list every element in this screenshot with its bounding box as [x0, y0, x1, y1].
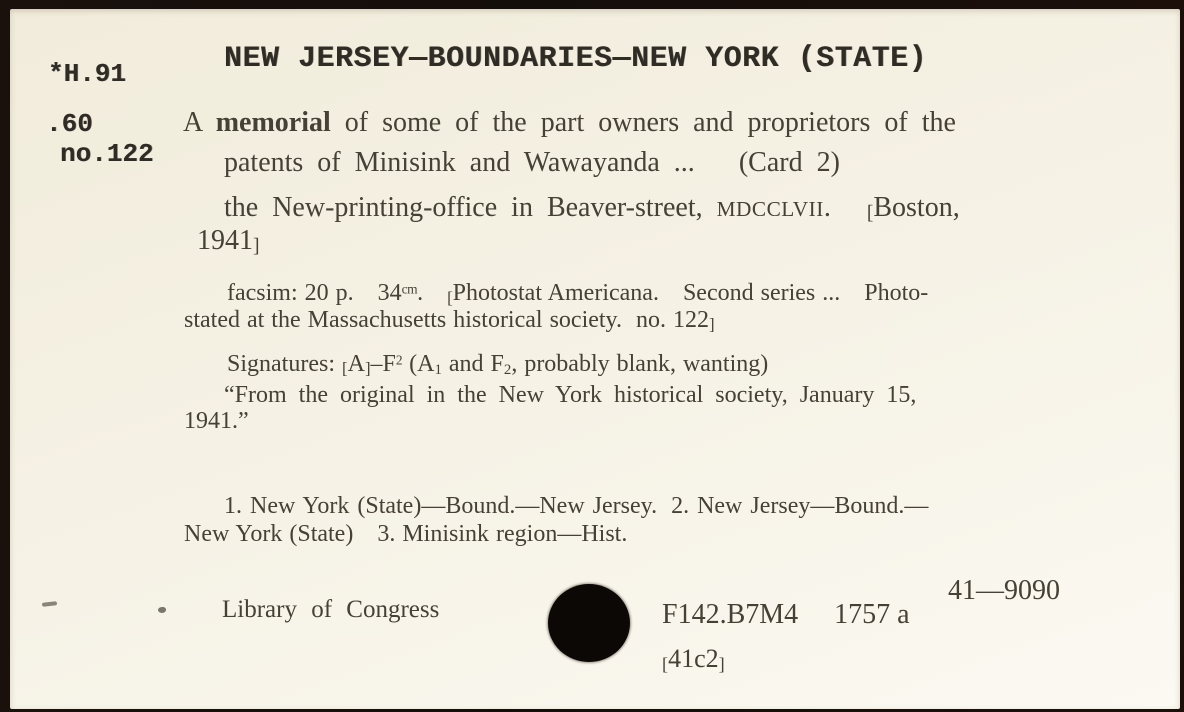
- left-bracket: [: [447, 287, 453, 307]
- collation-pagination: facsim: 20 p.: [227, 280, 354, 306]
- imprint-period: .: [823, 192, 831, 223]
- tracings-line-1: [224, 493, 928, 520]
- signature-mid: and F: [441, 351, 504, 377]
- provenance-quote-line-2: 1941.”: [184, 408, 249, 434]
- left-bracket: [: [866, 203, 874, 225]
- collation-size: 34: [377, 280, 402, 306]
- tracing-1: 1. New York (State)—Bound.—New Jersey.: [224, 493, 658, 519]
- classification-line: [662, 599, 910, 630]
- tracing-2: 2. New Jersey—Bound.—: [671, 493, 929, 519]
- title-line2-text: patents of Minisink and Wawayanda ...: [224, 147, 695, 178]
- signature-subscript-1: 1: [434, 361, 442, 378]
- card-order-number: 41—9090: [948, 575, 1060, 606]
- card-sequence-note: (Card 2): [738, 147, 840, 178]
- signature-subscript-2: 2: [503, 361, 512, 378]
- title-main-word: memorial: [215, 107, 331, 138]
- collation-period: .: [417, 280, 424, 306]
- imprint-line-1: [224, 192, 960, 225]
- left-bracket: [: [342, 358, 348, 378]
- signature-range: –F: [370, 351, 396, 377]
- signature-a: A: [347, 351, 365, 377]
- series-title: Photostat Americana.: [452, 280, 659, 306]
- title-line-2: [224, 147, 840, 178]
- call-number-line-1: *H.91: [48, 59, 127, 89]
- right-bracket: ]: [253, 236, 260, 258]
- signature-paren: (A: [402, 351, 435, 377]
- institution-name: Library of Congress: [222, 596, 440, 623]
- hole-punch: [548, 584, 630, 662]
- title-line1-pre: A: [183, 107, 216, 138]
- collation-line-1: [227, 280, 928, 308]
- tracings-line-2: [184, 521, 627, 548]
- series-subtitle: Second series ...: [682, 280, 841, 306]
- title-line1-post: of some of the part owners and proprietors of the: [330, 107, 956, 138]
- date-code: 1757 a: [834, 599, 910, 630]
- provenance-quote-line-1: “From the original in the New York historical society, January 15,: [224, 382, 917, 408]
- left-bracket: [: [662, 653, 669, 674]
- title-line-1: [183, 107, 956, 138]
- signature-superscript: 2: [395, 352, 403, 368]
- imprint-roman-date: MDCCLVII: [716, 197, 824, 221]
- right-bracket: ]: [709, 314, 715, 334]
- batch-code: 41c2: [668, 644, 719, 673]
- collation-size-unit: cm: [401, 281, 418, 297]
- tracing-2-continuation: New York (State): [184, 521, 354, 547]
- imprint-line-2: [197, 225, 260, 258]
- signature-end: , probably blank, wanting): [511, 351, 769, 377]
- tracing-3: 3. Minisink region—Hist.: [377, 521, 628, 547]
- right-bracket: ]: [364, 358, 371, 378]
- lc-classification: F142.B7M4: [662, 599, 799, 630]
- collation-line-2: [184, 307, 715, 335]
- batch-code-line: [662, 644, 725, 674]
- signatures-label: Signatures:: [227, 351, 342, 377]
- subject-heading: NEW JERSEY—BOUNDARIES—NEW YORK (STATE): [224, 42, 928, 76]
- signatures-line: [227, 351, 768, 379]
- call-number-line-2: .60: [46, 109, 93, 139]
- imprint-year: 1941: [197, 225, 253, 256]
- right-bracket: ]: [718, 653, 725, 674]
- series-continuation: stated at the Massachusetts historical society.: [184, 307, 622, 333]
- series-number: no. 122: [636, 307, 709, 333]
- series-break-word: Photo-: [864, 280, 929, 306]
- imprint-text: the New-printing-office in Beaver-street,: [224, 192, 717, 223]
- call-number-line-3: no.122: [60, 139, 154, 169]
- pencil-mark-dot: [158, 607, 166, 613]
- imprint-place: Boston,: [873, 192, 960, 223]
